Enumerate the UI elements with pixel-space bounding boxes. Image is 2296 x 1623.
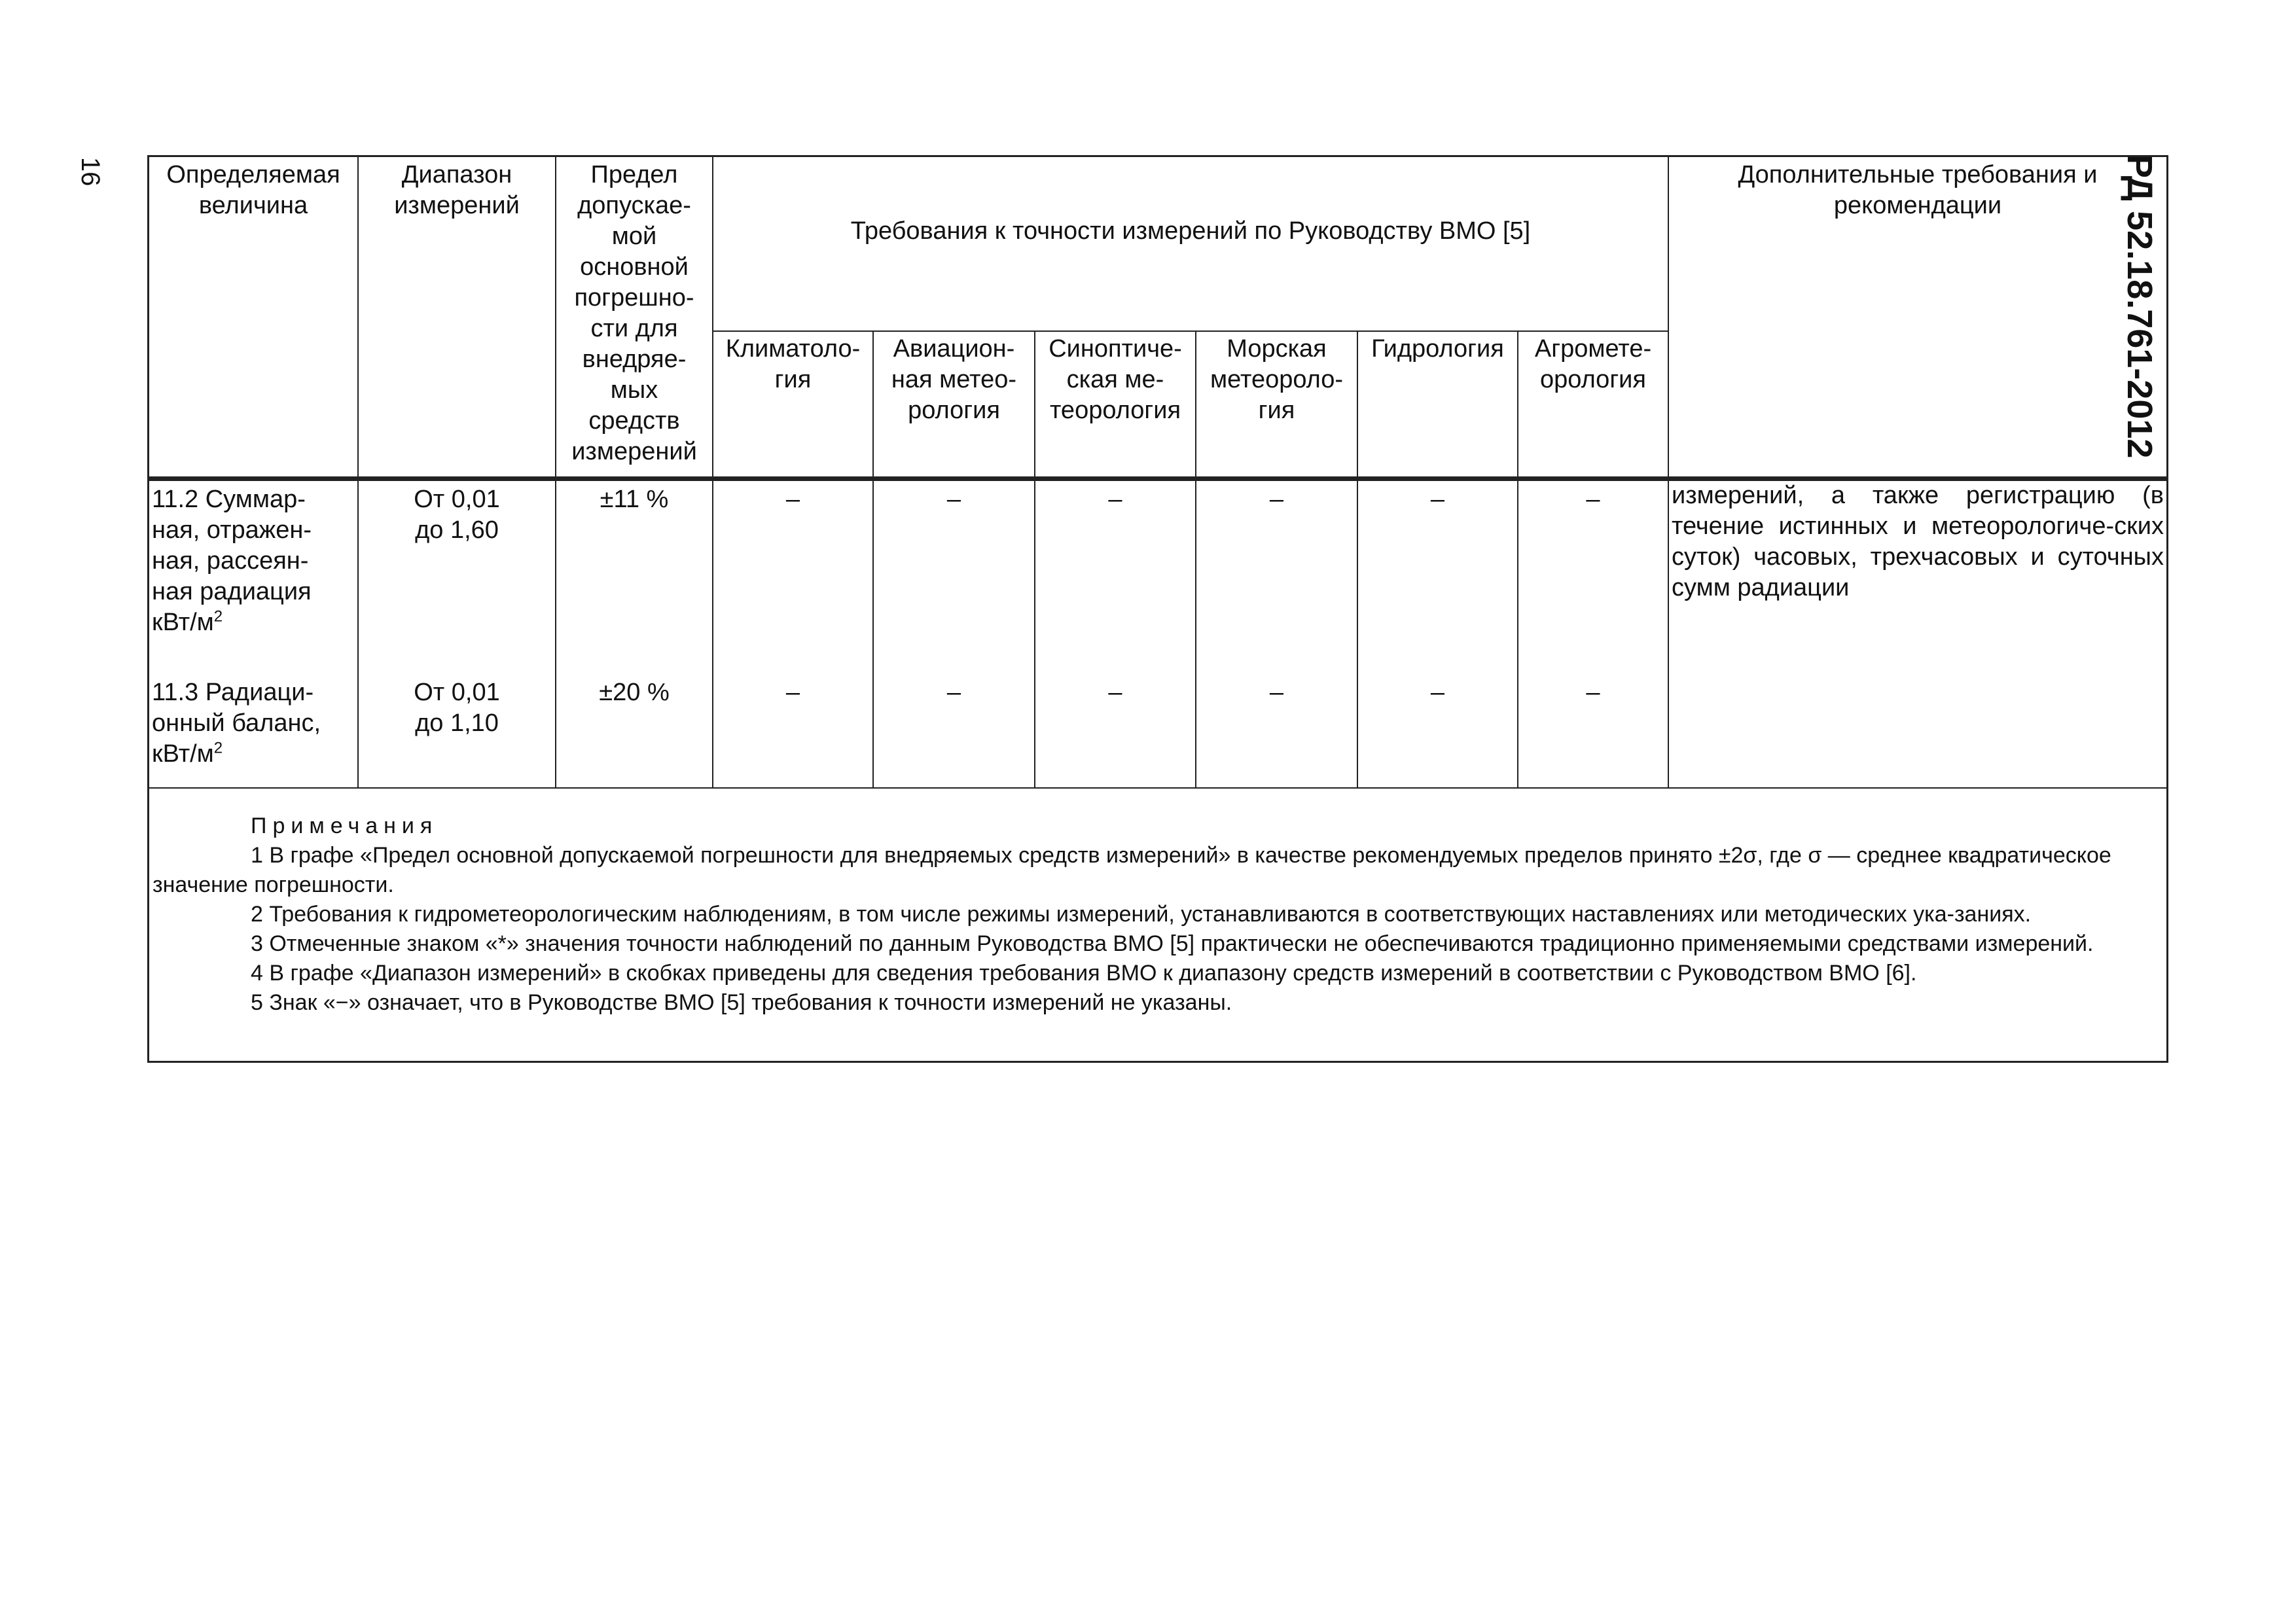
row-11-3-limit: ±20 % [599,679,670,706]
row-11-3-quantity: 11.3 Радиаци-онный баланс, кВт/$м^2$ [152,679,321,768]
row-11-3-range: От 0,01 до 1,10 [414,679,500,737]
notes-title: Примечания [251,813,439,838]
row-11-3-climatology: – [785,679,800,706]
row-11-2-aviation: – [946,486,961,513]
row-11-3-aviation: – [946,679,961,706]
row-11-3-hydrology: – [1430,679,1445,706]
requirements-table [147,155,2168,1063]
header-synoptic: Синоптиче-ская ме-теорология [1049,335,1182,424]
row-11-2-range: От 0,01 до 1,60 [414,486,500,544]
document-code: РД 52.18.761-2012 [2120,154,2159,459]
note-item: 2 Требования к гидрометеорологическим наблюдениям, в том числе режимы измерений, устанавливаются в соответствующих наставлениях или методических ука-заниях. [251,902,2032,927]
note-item: 4 В графе «Диапазон измерений» в скобках приведены для сведения требования ВМО к диапазону средств измерений в соответствии с Руководством ВМО [6]. [251,961,1917,986]
row-11-2-climatology: – [785,486,800,513]
row-11-3-marine: – [1269,679,1284,706]
row-11-2-quantity: 11.2 Суммар-ная, отражен-ная, рассеян-ная радиация кВт/$м^2$ [152,486,312,636]
note-item: 5 Знак «−» означает, что в Руководстве ВМО [5] требования к точности измерений не указаны. [251,990,1232,1015]
row-11-2-limit: ±11 % [600,486,669,513]
note-item: 3 Отмеченные знаком «*» значения точности наблюдений по данным Руководства ВМО [5] практически не обеспечиваются традиционно применяемыми средствами измерений. [251,931,2094,956]
row-11-2-marine: – [1269,486,1284,513]
notes-section [152,812,2162,1018]
header-limit: Предел допускае-мой основной погрешно-сти для внедряе-мых средств измерений [571,161,697,465]
header-range: Диапазон измерений [394,161,520,219]
page-number: 16 [76,157,105,187]
header-extra: Дополнительные требования и рекомендации [1738,161,2098,219]
row-11-3-synoptic: – [1108,679,1122,706]
header-climatology: Климатоло-гия [725,335,861,393]
row-11-2-extra: измерений, а также регистрацию (в течение истинных и метеорологиче-ских суток) часовых, трехчасовых и суточных сумм радиации [1672,482,2164,601]
note-item: 1 В графе «Предел основной допускаемой погрешности для внедряемых средств измерений» в качестве рекомендуемых пределов принято ±2σ, где σ — среднее квадратическое значение погрешности. [152,843,2111,897]
row-11-2-hydrology: – [1430,486,1445,513]
header-quantity: Определяемая величина [166,161,340,219]
row-11-3-agro: – [1586,679,1600,706]
header-aviation: Авиацион-ная метео-рология [891,335,1017,424]
row-11-2-agro: – [1586,486,1600,513]
row-11-2-synoptic: – [1108,486,1122,513]
header-wmo: Требования к точности измерений по Руководству ВМО [5] [850,217,1531,245]
header-marine: Морская метеороло-гия [1210,335,1344,424]
header-hydrology: Гидрология [1371,335,1504,363]
header-agro: Агромете-орология [1534,335,1652,393]
